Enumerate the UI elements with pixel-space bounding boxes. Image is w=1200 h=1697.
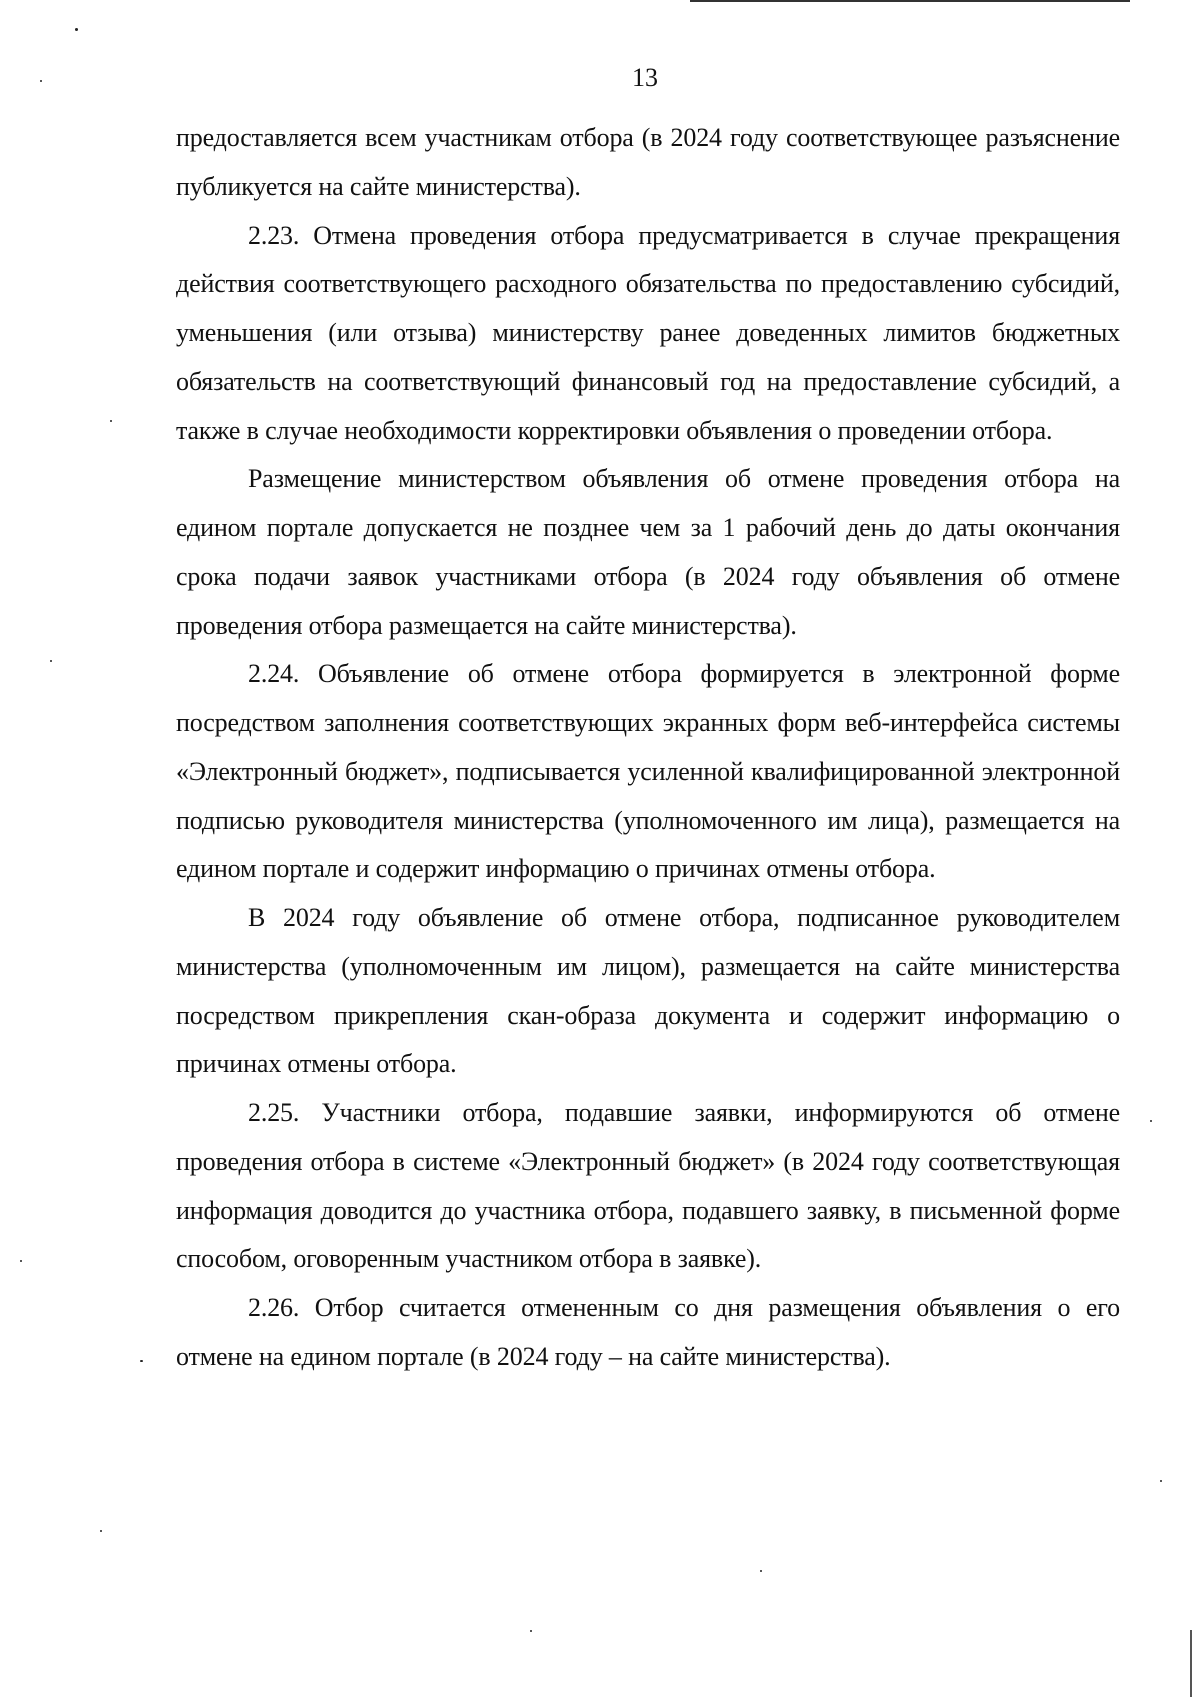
paragraph-2-25: 2.25. Участники отбора, подавшие заявки, информируются об отмене проведения отбора в системе «Электронный бюджет» (в 2024 году соответствующая информация доводится до участника отбора, подавшего заявку, в письменной форме способом, оговоренным участником отбора в заявке). bbox=[176, 1098, 1120, 1274]
paragraph-2-23-placement: Размещение министерством объявления об отмене проведения отбора на едином портале допускается не позднее чем за 1 рабочий день до даты окончания срока подачи заявок участниками отбора (в 2024 году объявления об отмене проведения отбора размещается на сайте министерства). bbox=[176, 464, 1120, 640]
scan-edge-line bbox=[1190, 1630, 1192, 1697]
scan-speck bbox=[530, 1630, 532, 1632]
scan-speck bbox=[20, 1260, 22, 1262]
scan-speck bbox=[100, 1530, 102, 1532]
paragraph-continuation: предоставляется всем участникам отбора (в 2024 году соответствующее разъяснение публикуется на сайте министерства). bbox=[176, 123, 1120, 201]
scan-speck bbox=[110, 420, 112, 422]
scan-speck bbox=[1150, 1120, 1152, 1122]
scan-speck bbox=[1160, 1480, 1162, 1482]
paragraph-2-26: 2.26. Отбор считается отмененным со дня размещения объявления о его отмене на едином портале (в 2024 году – на сайте министерства). bbox=[176, 1293, 1120, 1371]
scan-speck bbox=[760, 1570, 762, 1572]
page-number: 13 bbox=[632, 63, 658, 92]
scan-speck bbox=[50, 660, 52, 662]
paragraph-2-24: 2.24. Объявление об отмене отбора формируется в электронной форме посредством заполнения соответствующих экранных форм веб-интерфейса системы «Электронный бюджет», подписывается усиленной квалифицированной электронной подписью руководителя министерства (уполномоченного им лица), размещается на едином портале и содержит информацию о причинах отмены отбора. bbox=[176, 659, 1120, 884]
document-body bbox=[176, 114, 1120, 1382]
paragraph-2-24-2024: В 2024 году объявление об отмене отбора, подписанное руководителем министерства (уполномоченным им лицом), размещается на сайте министерства посредством прикрепления скан-образа документа и содержит информацию о причинах отмены отбора. bbox=[176, 903, 1120, 1079]
scan-edge-line bbox=[690, 0, 1130, 2]
paragraph-2-23: 2.23. Отмена проведения отбора предусматривается в случае прекращения действия соответствующего расходного обязательства по предоставлению субсидий, уменьшения (или отзыва) министерству ранее доведенных лимитов бюджетных обязательств на соответствующий финансовый год на предоставление субсидий, а также в случае необходимости корректировки объявления о проведении отбора. bbox=[176, 220, 1120, 445]
scan-speck bbox=[140, 1360, 143, 1362]
scan-speck bbox=[75, 28, 78, 31]
scan-speck bbox=[40, 80, 42, 82]
